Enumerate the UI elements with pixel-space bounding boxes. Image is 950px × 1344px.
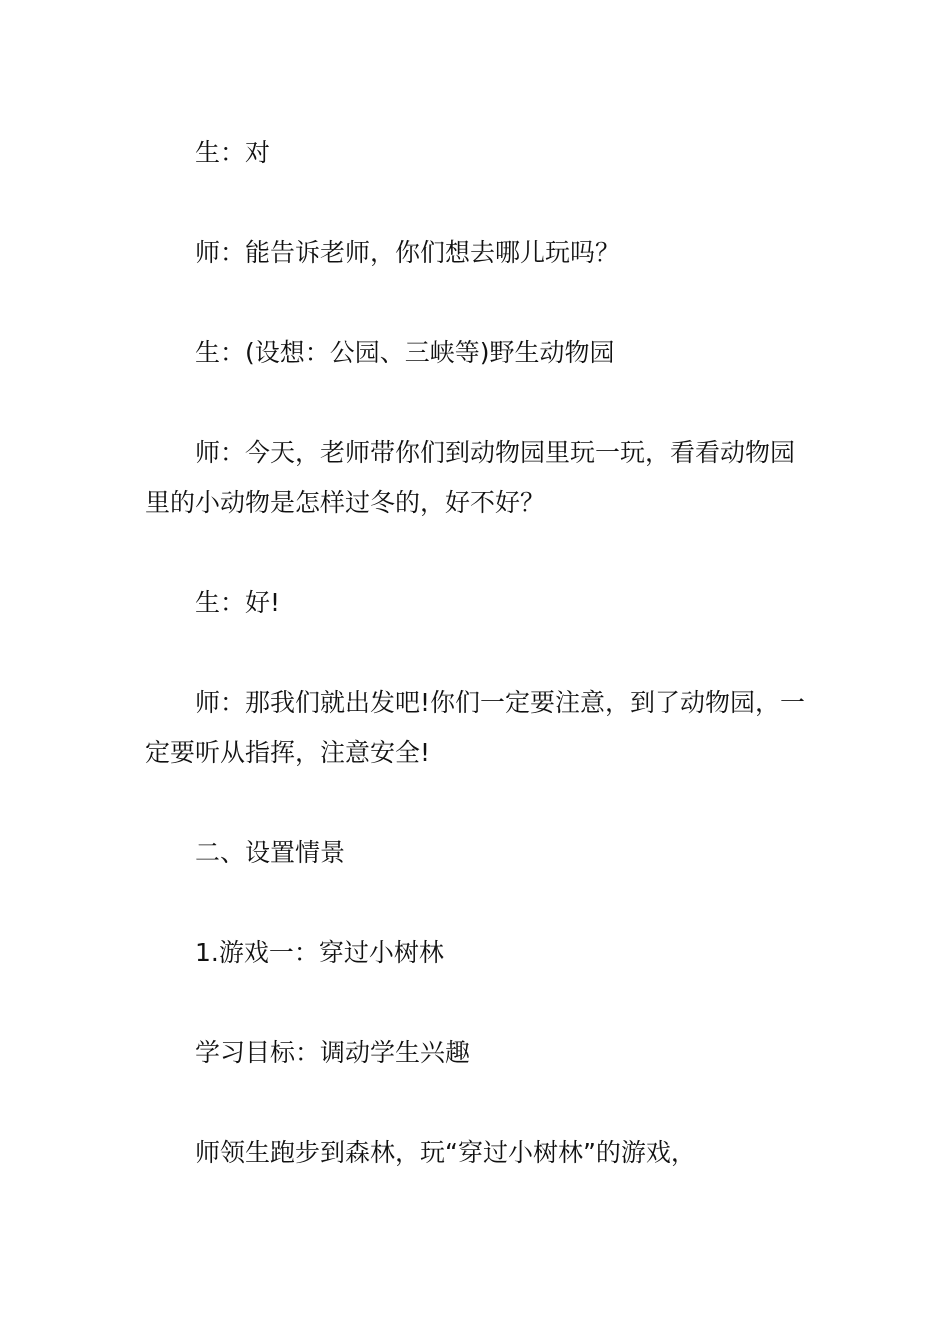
paragraph-teacher-zoo: 师：今天，老师带你们到动物园里玩一玩，看看动物园里的小动物是怎样过冬的，好不好？: [145, 438, 796, 517]
paragraph-student-reply-2: 生：(设想：公园、三峡等)野生动物园: [195, 338, 615, 367]
game-one-title: 1.游戏一：穿过小树林: [195, 938, 444, 967]
paragraph-teacher-safety: 师：那我们就出发吧!你们一定要注意，到了动物园，一定要听从指挥，注意安全!: [145, 688, 806, 767]
paragraph-student-reply-1: 生：对: [195, 138, 271, 167]
paragraph-student-reply-3: 生：好!: [195, 588, 281, 617]
document-body: [145, 128, 815, 1228]
paragraph-teacher-question: 师：能告诉老师，你们想去哪儿玩吗？: [195, 238, 621, 267]
paragraph-teacher-activity: 师领生跑步到森林，玩“穿过小树林”的游戏，: [195, 1138, 696, 1167]
learning-goal: 学习目标：调动学生兴趣: [195, 1038, 471, 1067]
section-heading: 二、设置情景: [195, 838, 346, 867]
